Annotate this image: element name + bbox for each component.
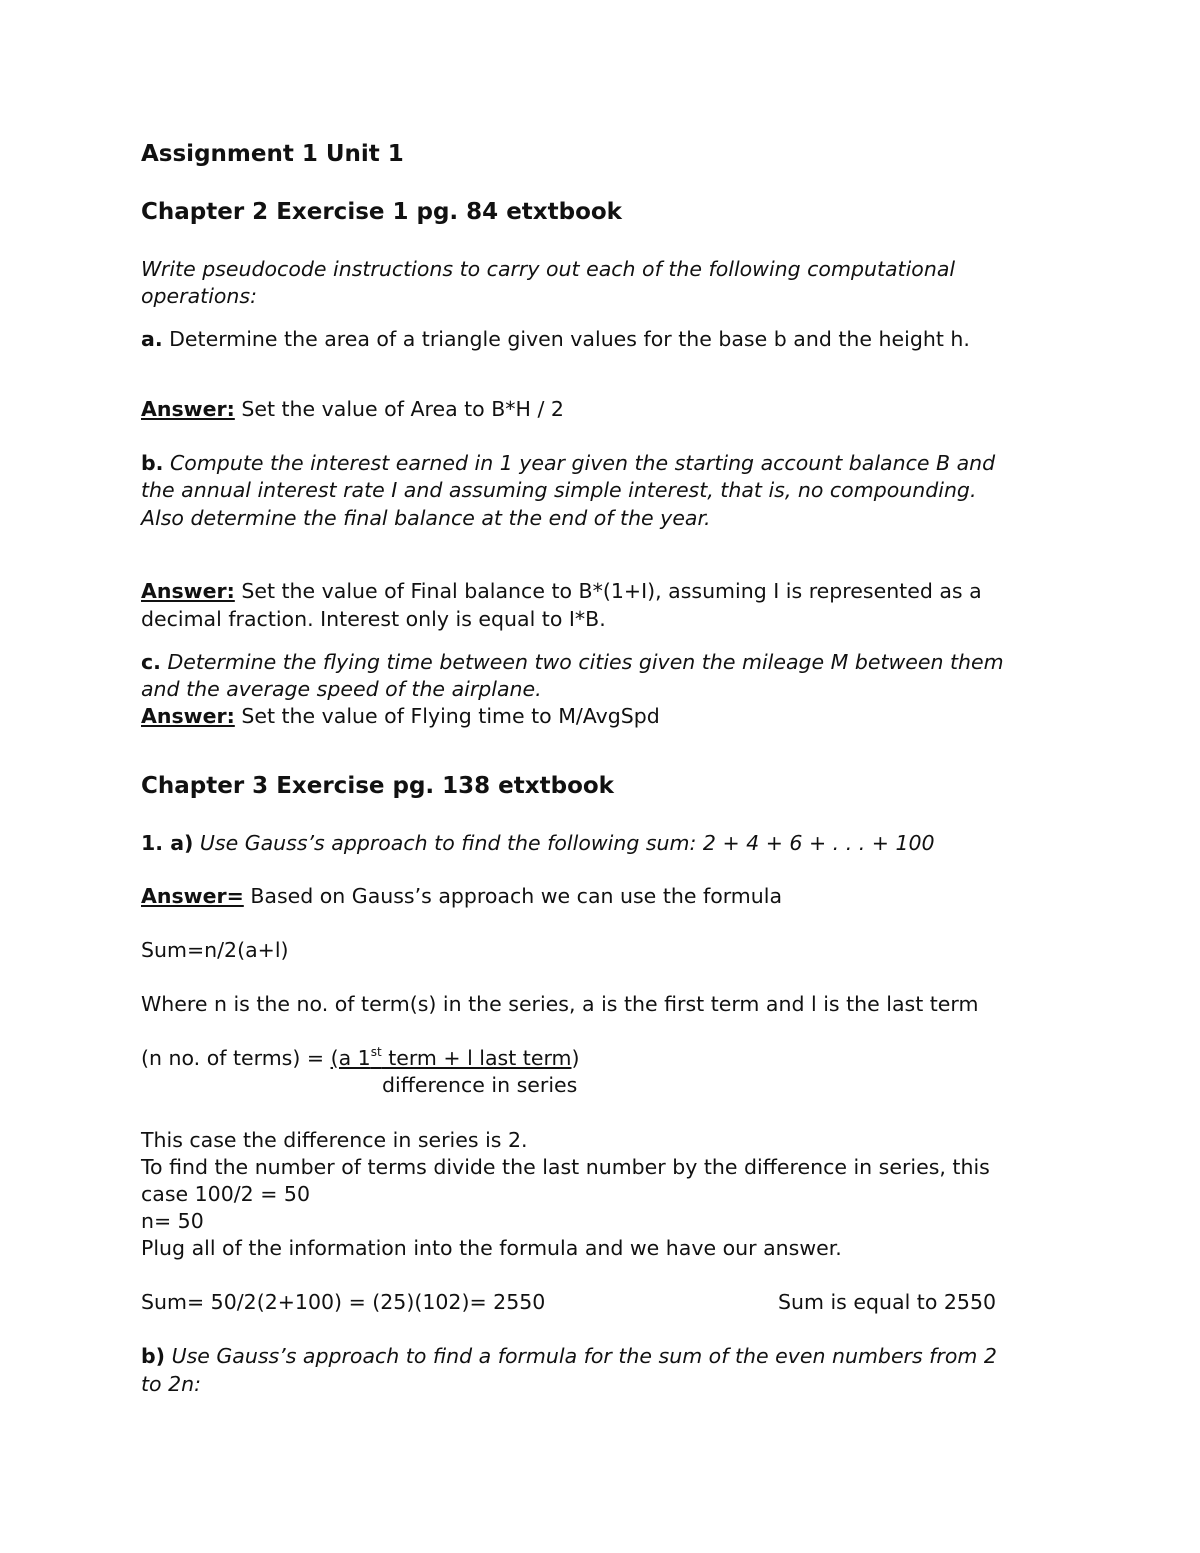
terms-formula-close: )	[571, 1046, 580, 1070]
document-title: Assignment 1 Unit 1	[141, 141, 404, 167]
question-c-line-2: and the average speed of the airplane.	[141, 677, 542, 701]
question-1b-text-1: Use Gauss’s approach to find a formula for the sum of the even numbers from 2	[165, 1344, 997, 1368]
chapter2-intro-line-2: operations:	[141, 284, 258, 308]
answer-b-line-1	[141, 578, 982, 605]
answer-c-text: Set the value of Flying time to M/AvgSpd	[234, 704, 660, 728]
question-1a-marker: 1. a)	[141, 831, 194, 855]
question-a	[141, 326, 970, 353]
question-1a-text: Use Gauss’s approach to find the following sum: 2 + 4 + 6 + . . . + 100	[193, 831, 935, 855]
sum-calculation: Sum= 50/2(2+100) = (25)(102)= 2550	[141, 1290, 546, 1314]
terms-formula-numerator	[331, 1046, 572, 1070]
n-value: n= 50	[141, 1209, 204, 1233]
answer-a-text: Set the value of Area to B*H / 2	[234, 397, 564, 421]
question-a-text: Determine the area of a triangle given values for the base b and the height h.	[162, 327, 970, 351]
chapter2-heading: Chapter 2 Exercise 1 pg. 84 etxtbook	[141, 199, 622, 225]
find-terms-line-1: To find the number of terms divide the last number by the difference in series, this	[141, 1155, 990, 1179]
formula-explanation: Where n is the no. of term(s) in the series, a is the first term and l is the last term	[141, 992, 979, 1016]
chapter2-intro-line-1: Write pseudocode instructions to carry out each of the following computational	[141, 257, 956, 281]
difference-line: This case the difference in series is 2.	[141, 1128, 528, 1152]
terms-numerator-part-2: term + l last term	[381, 1046, 572, 1070]
question-c-marker: c.	[141, 650, 161, 674]
sum-formula: Sum=n/2(a+l)	[141, 938, 289, 962]
question-1b-line-1	[141, 1343, 997, 1370]
chapter3-heading: Chapter 3 Exercise pg. 138 etxtbook	[141, 773, 614, 799]
question-1b-marker: b)	[141, 1344, 166, 1368]
answer-b-line-2: decimal fraction. Interest only is equal to I*B.	[141, 607, 606, 631]
answer-a-label: Answer:	[141, 397, 235, 421]
answer-c	[141, 703, 660, 730]
terms-numerator-part-1: (a 1	[330, 1046, 371, 1070]
question-1b-line-2: to 2n:	[141, 1372, 202, 1396]
answer-1a-text: Based on Gauss’s approach we can use the formula	[243, 884, 783, 908]
find-terms-line-2: case 100/2 = 50	[141, 1182, 311, 1206]
answer-a	[141, 396, 564, 423]
question-b-line-1	[141, 450, 995, 477]
question-b-line-3: Also determine the final balance at the end of the year.	[141, 506, 711, 530]
terms-formula-denominator: difference in series	[382, 1073, 578, 1097]
terms-formula-prefix: (n no. of terms) =	[141, 1046, 331, 1070]
question-1a	[141, 830, 935, 857]
terms-formula	[141, 1045, 579, 1072]
question-b-marker: b.	[141, 451, 164, 475]
sum-result: Sum is equal to 2550	[778, 1290, 997, 1314]
answer-b-text-1: Set the value of Final balance to B*(1+I), assuming I is represented as a	[234, 579, 982, 603]
question-c-line-1	[141, 649, 1004, 676]
question-b-line-2: the annual interest rate I and assuming simple interest, that is, no compounding.	[141, 478, 977, 502]
question-c-text-1: Determine the flying time between two cities given the mileage M between them	[160, 650, 1004, 674]
plug-line: Plug all of the information into the formula and we have our answer.	[141, 1236, 842, 1260]
question-a-marker: a.	[141, 327, 163, 351]
question-b-text-1: Compute the interest earned in 1 year given the starting account balance B and	[163, 451, 996, 475]
answer-1a	[141, 883, 782, 910]
answer-c-label: Answer:	[141, 704, 235, 728]
terms-numerator-superscript: st	[370, 1045, 382, 1059]
answer-b-label: Answer:	[141, 579, 235, 603]
answer-1a-label: Answer=	[141, 884, 244, 908]
